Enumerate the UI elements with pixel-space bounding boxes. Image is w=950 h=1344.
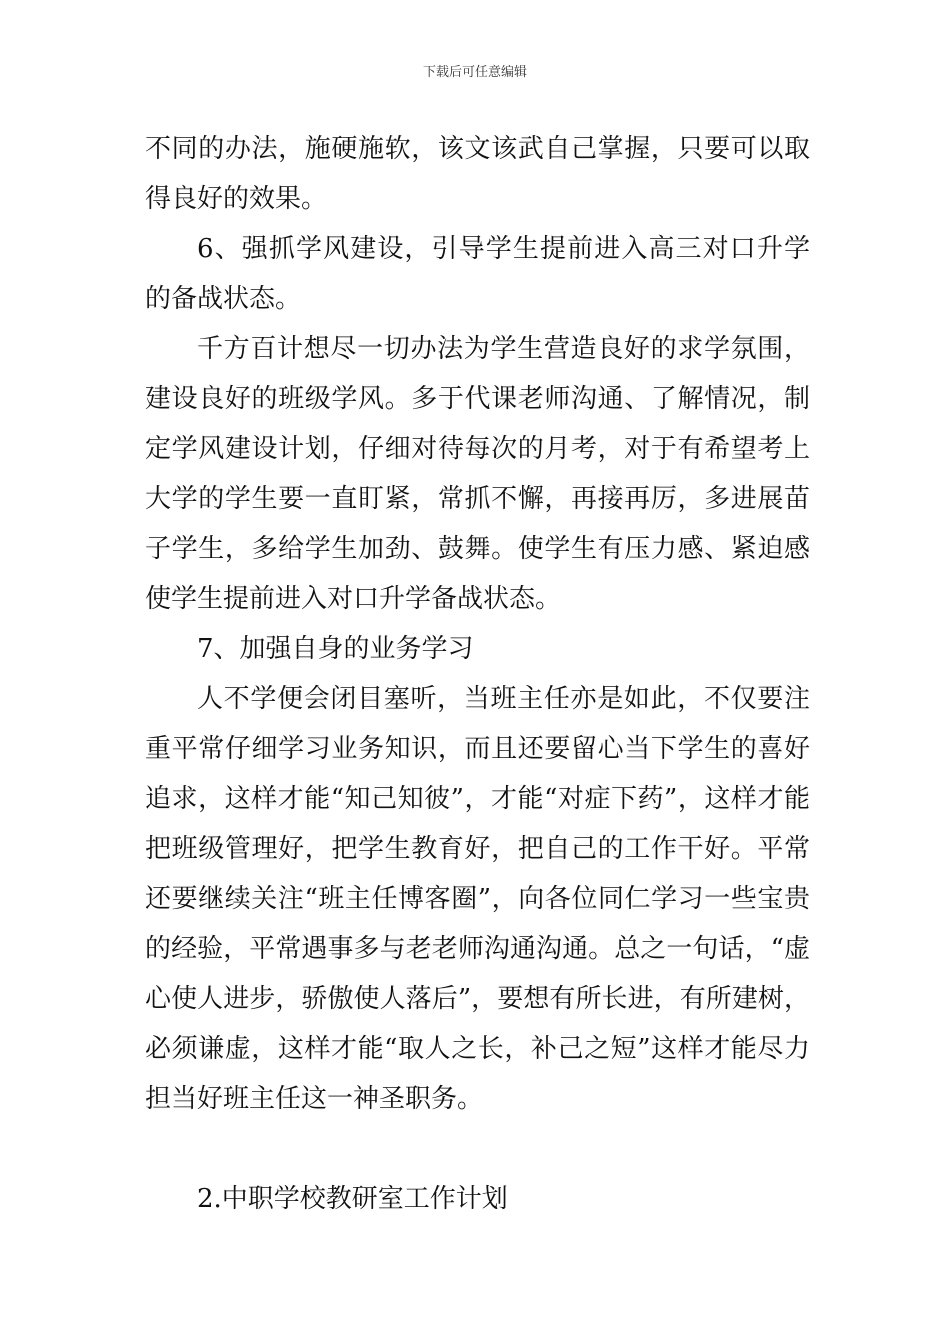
- section-heading-6: 6、强抓学风建设，引导学生提前进入高三对口升学的备战状态。: [145, 234, 810, 314]
- blank-line: [145, 1124, 810, 1174]
- paragraph: 千方百计想尽一切办法为学生营造良好的求学氛围，建设良好的班级学风。多于代课老师沟通、了解情况，制定学风建设计划，仔细对待每次的月考，对于有希望考上大学的学生要一直盯紧，常抓不懈，再接再厉，多进展苗子学生，多给学生加劲、鼓舞。使学生有压力感、紧迫感使学生提前进入对口升学备战状态。: [145, 334, 810, 614]
- paragraph: 不同的办法，施硬施软，该文该武自己掌握，只要可以取得良好的效果。: [145, 134, 810, 214]
- page-header: 下载后可任意编辑: [422, 65, 527, 80]
- document-body: [145, 124, 810, 1224]
- section-title: 2.中职学校教研室工作计划: [197, 1184, 508, 1214]
- paragraph: 人不学便会闭目塞听，当班主任亦是如此，不仅要注重平常仔细学习业务知识，而且还要留心当下学生的喜好追求，这样才能“知己知彼”，才能“对症下药”，这样才能把班级管理好，把学生教育好，把自己的工作干好。平常还要继续关注“班主任博客圈”，向各位同仁学习一些宝贵的经验，平常遇事多与老老师沟通沟通。总之一句话，“虚心使人进步，骄傲使人落后”，要想有所长进，有所建树，必须谦虚，这样才能“取人之长，补己之短”这样才能尽力担当好班主任这一神圣职务。: [145, 684, 810, 1114]
- section-heading-7: 7、加强自身的业务学习: [197, 634, 474, 664]
